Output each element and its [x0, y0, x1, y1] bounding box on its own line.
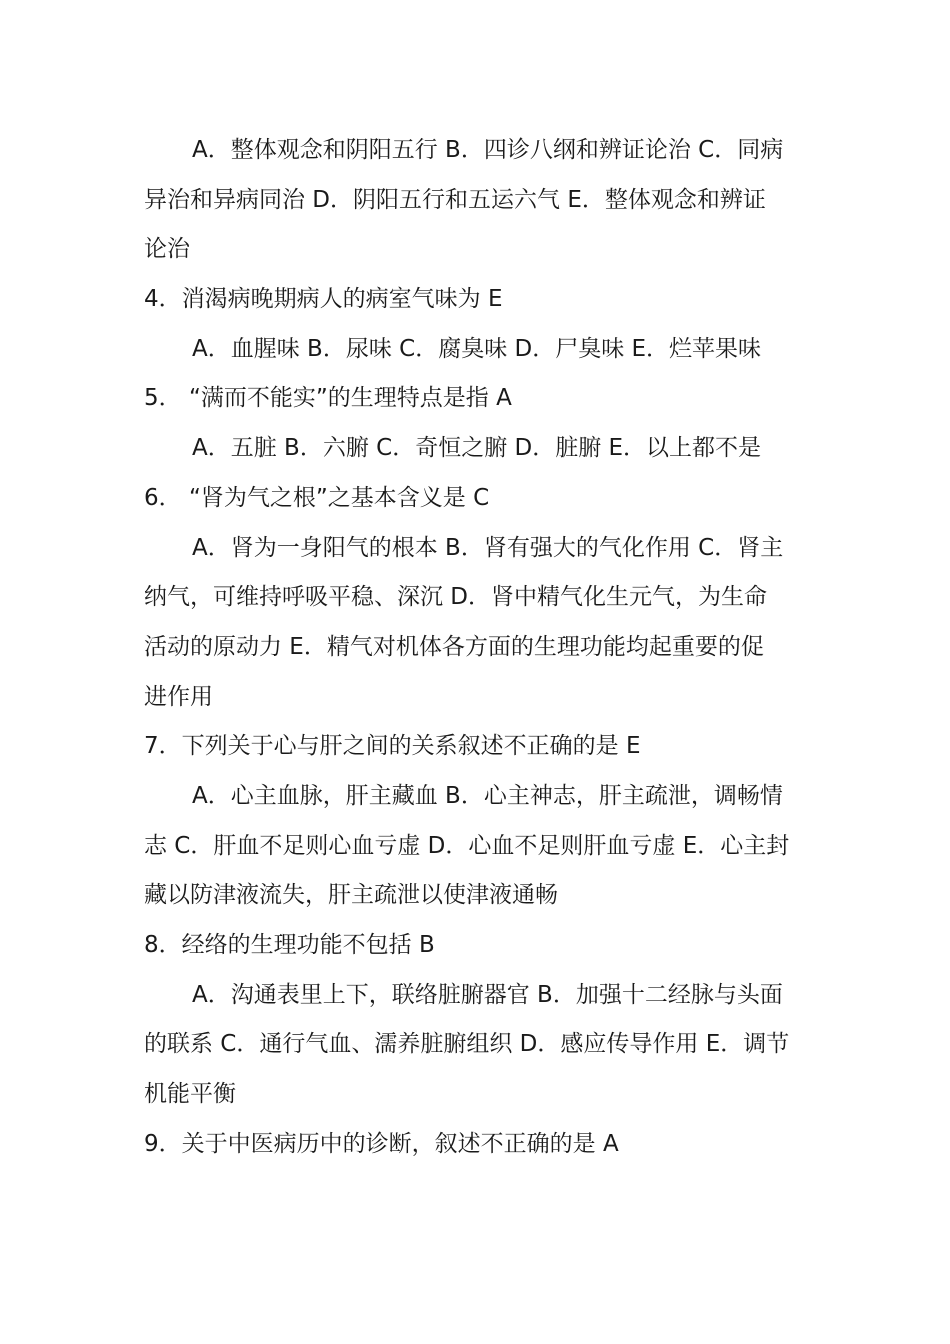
text-line: 藏以防津液流失，肝主疏泄以使津液通畅	[144, 882, 558, 909]
question-8: 8．经络的生理功能不包括 B	[144, 932, 435, 958]
question-5: 5． “满而不能实”的生理特点是指 A	[144, 385, 512, 412]
text-line: 的联系 C．通行气血、濡养脏腑组织 D．感应传导作用 E．调节	[144, 1031, 790, 1058]
question-7-options: A．心主血脉，肝主藏血 B．心主神志，肝主疏泄，调畅情	[192, 782, 783, 809]
question-6-options: A．肾为一身阳气的根本 B．肾有强大的气化作用 C．肾主	[192, 534, 784, 561]
question-8-options: A．沟通表里上下，联络脏腑器官 B．加强十二经脉与头面	[192, 981, 783, 1008]
question-6: 6． “肾为气之根”之基本含义是 C	[144, 484, 490, 511]
question-7: 7．下列关于心与肝之间的关系叙述不正确的是 E	[144, 733, 641, 760]
question-4-options: A．血腥味 B．尿味 C．腐臭味 D．尸臭味 E．烂苹果味	[192, 335, 762, 362]
text-line: 活动的原动力 E．精气对机体各方面的生理功能均起重要的促	[144, 633, 764, 660]
text-line: 志 C．肝血不足则心血亏虚 D．心血不足则肝血亏虚 E．心主封	[144, 832, 790, 859]
text-line: 纳气，可维持呼吸平稳、深沉 D．肾中精气化生元气，为生命	[144, 584, 768, 611]
document-body	[144, 126, 806, 1169]
question-5-options: A．五脏 B．六腑 C．奇恒之腑 D．脏腑 E．以上都不是	[192, 435, 762, 462]
text-line: A．整体观念和阴阳五行 B．四诊八纲和辨证论治 C．同病	[192, 137, 784, 163]
question-4: 4．消渴病晚期病人的病室气味为 E	[144, 286, 503, 313]
text-line: 进作用	[144, 683, 213, 710]
text-line: 机能平衡	[144, 1081, 236, 1108]
text-line: 论治	[144, 236, 190, 263]
text-line: 异治和异病同治 D．阴阳五行和五运六气 E．整体观念和辨证	[144, 186, 766, 213]
question-9: 9．关于中医病历中的诊断，叙述不正确的是 A	[144, 1130, 619, 1157]
